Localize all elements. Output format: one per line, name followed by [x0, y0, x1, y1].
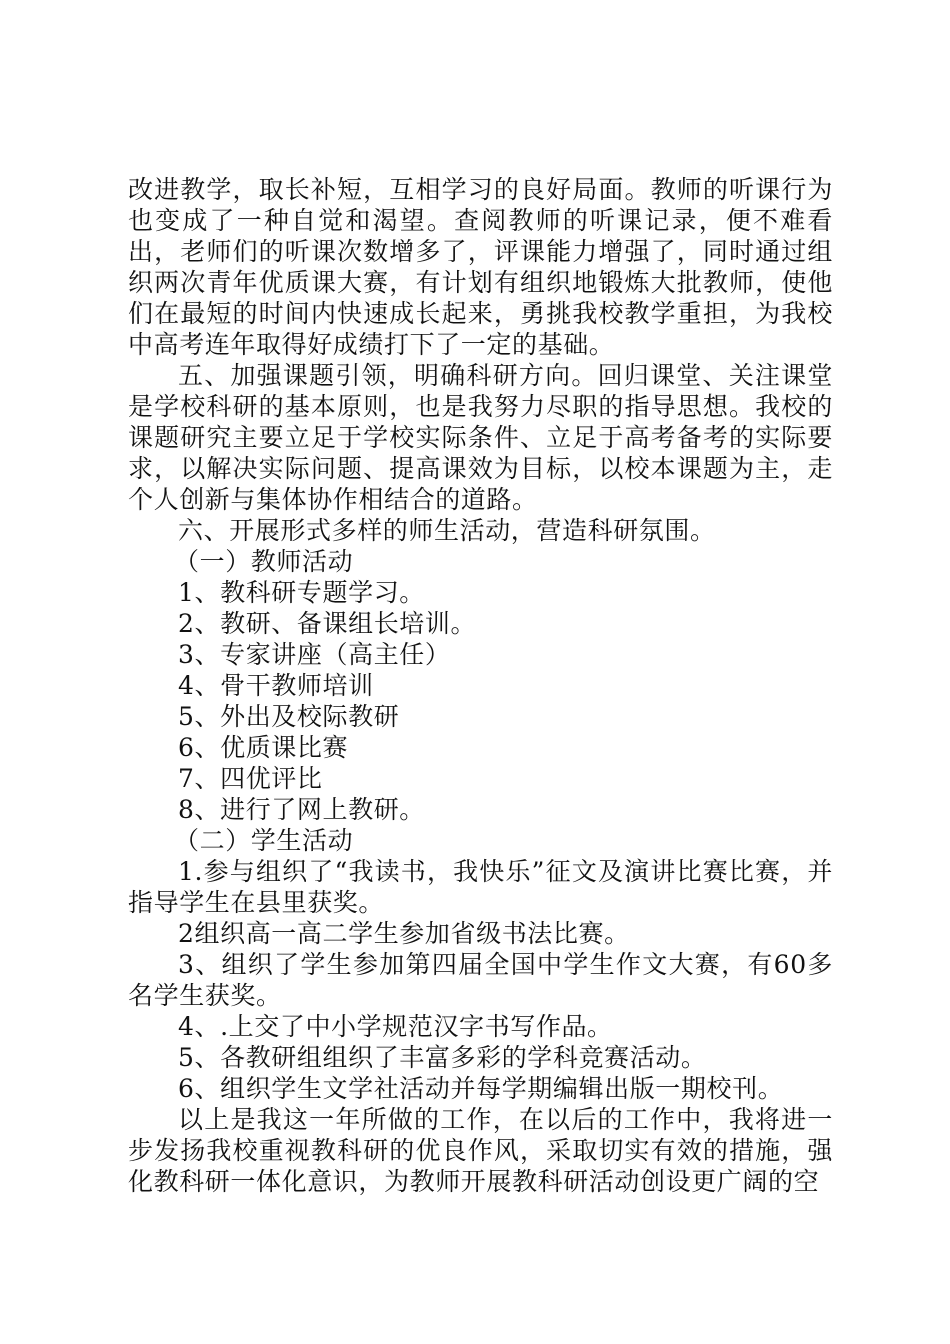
- list-item-teacher-4: 4、骨干教师培训: [178, 671, 374, 700]
- list-item-teacher-2: 2、教研、备课组长培训。: [178, 609, 477, 638]
- list-item-teacher-3: 3、专家讲座（高主任）: [178, 640, 451, 669]
- list-item-student-4: 4、.上交了中小学规范汉字书写作品。: [178, 1012, 613, 1041]
- list-item-teacher-6: 6、优质课比赛: [178, 733, 349, 762]
- list-item-teacher-7: 7、四优评比: [178, 764, 323, 793]
- paragraph-teaching-improvement: 改进教学，取长补短，互相学习的良好局面。教师的听课行为也变成了一种自觉和渴望。查阅教师的听课记录，便不难看出，老师们的听课次数增多了，评课能力增强了，同时通过组织两次青年优质课大赛，有计划有组织地锻炼大批教师，使他们在最短的时间内快速成长起来，勇挑我校教学重担，为我校中高考连年取得好成绩打下了一定的基础。: [128, 175, 833, 359]
- paragraph-section-six: 六、开展形式多样的师生活动，营造科研氛围。: [178, 516, 716, 545]
- list-item-teacher-1: 1、教科研专题学习。: [178, 578, 425, 607]
- list-item-teacher-8: 8、进行了网上教研。: [178, 795, 425, 824]
- heading-teacher-activities: （一）教师活动: [174, 547, 354, 576]
- list-item-student-5: 5、各教研组组织了丰富多彩的学科竞赛活动。: [178, 1043, 707, 1072]
- document-body: [128, 174, 833, 1197]
- paragraph-conclusion: 以上是我这一年所做的工作，在以后的工作中，我将进一步发扬我校重视教科研的优良作风，采取切实有效的措施，强化教科研一体化意识，为教师开展教科研活动创设更广阔的空: [128, 1105, 833, 1196]
- list-item-teacher-5: 5、外出及校际教研: [178, 702, 400, 731]
- list-item-student-2: 2组织高一高二学生参加省级书法比赛。: [178, 919, 630, 948]
- paragraph-section-five: 五、加强课题引领，明确科研方向。回归课堂、关注课堂是学校科研的基本原则，也是我努力尽职的指导思想。我校的课题研究主要立足于学校实际条件、立足于高考备考的实际要求，以解决实际问题、提高课效为目标，以校本课题为主，走个人创新与集体协作相结合的道路。: [128, 361, 833, 514]
- list-item-student-1: 1.参与组织了“我读书，我快乐”征文及演讲比赛比赛，并指导学生在县里获奖。: [128, 857, 833, 917]
- list-item-student-6: 6、组织学生文学社活动并每学期编辑出版一期校刊。: [178, 1074, 784, 1103]
- list-item-student-3: 3、组织了学生参加第四届全国中学生作文大赛，有60多名学生获奖。: [128, 950, 833, 1010]
- heading-student-activities: （二）学生活动: [174, 826, 354, 855]
